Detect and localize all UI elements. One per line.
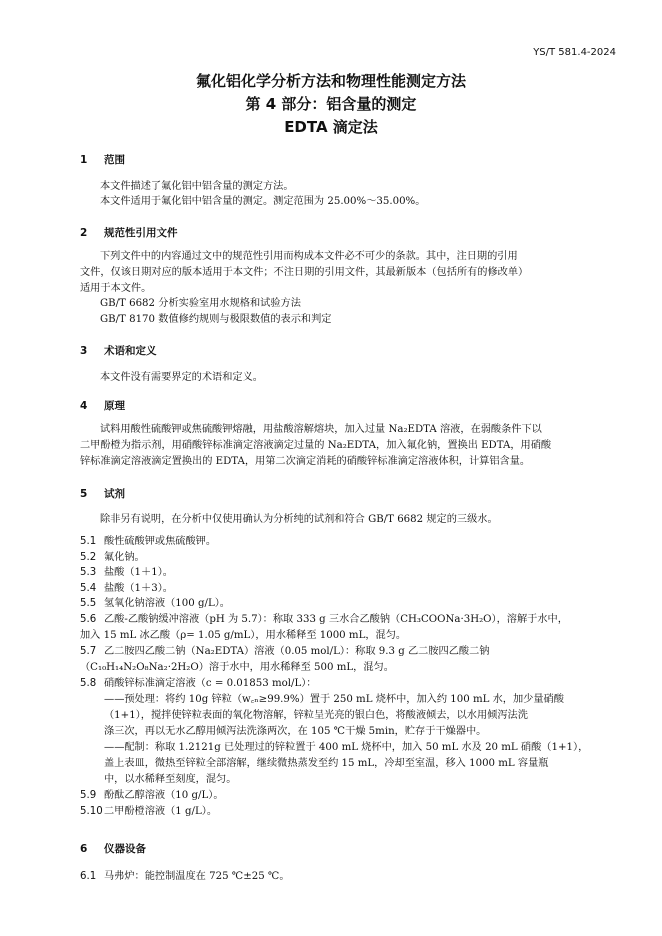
item-number: 5.4 [80,583,97,594]
section-title: 试剂 [104,488,125,500]
item-text: 氢氧化钠溶液（100 g/L）。 [104,598,230,609]
sub-item-line: 盖上表皿，微热至锌粒全部溶解，继续微热蒸发至约 15 mL，冷却至室温，移入 1000 mL 容量瓶 [104,758,549,769]
item-number: 5.8 [80,678,97,689]
section-heading-normative-references [80,225,178,240]
reference-gb-t-8170: GB/T 8170 数值修约规则与极限数值的表示和判定 [100,314,332,325]
paragraph-line: 下列文件中的内容通过文中的规范性引用而构成本文件必不可少的条款。其中，注日期的引用 [100,251,518,262]
section-heading-scope [80,152,125,167]
sub-item-line: ——预处理：将约 10g 锌粒（w꜀ₙ≥99.9%）置于 250 mL 烧杯中，加入约 100 mL 水，加少量硝酸 [104,694,564,705]
item-text: 氟化钠。 [104,552,145,563]
paragraph: 本文件适用于氟化铝中铝含量的测定。测定范围为 25.00%～35.00%。 [100,196,426,207]
reference-gb-t-6682: GB/T 6682 分析实验室用水规格和试验方法 [100,298,301,309]
list-item [80,566,173,580]
section-number: 1 [80,154,88,166]
list-item [80,789,224,803]
item-text: 二甲酚橙溶液（1 g/L）。 [104,806,218,817]
section-title: 范围 [104,154,125,166]
section-title: 术语和定义 [104,345,157,357]
item-text: 乙酸-乙酸钠缓冲溶液（pH 为 5.7）：称取 333 g 三水合乙酸钠（CH₃COONa·3H₂O），溶解于水中， [104,614,568,625]
section-number: 4 [80,400,88,412]
paragraph-line: 适用于本文件。 [80,283,152,294]
section-heading-principle [80,398,125,413]
item-number: 6.1 [80,871,97,882]
section-heading-apparatus [80,841,146,856]
title-line-3: EDTA 滴定法 [284,118,378,136]
item-text: 酚酞乙醇溶液（10 g/L）。 [104,790,224,801]
section-number: 5 [80,488,88,500]
paragraph: 本文件没有需要界定的术语和定义。 [100,372,263,383]
section-number: 2 [80,227,88,239]
section-heading-terms [80,343,157,358]
item-number: 5.1 [80,536,97,547]
item-continuation: 加入 15 mL 冰乙酸（ρ= 1.05 g/mL），用水稀释至 1000 mL，混匀。 [80,630,407,641]
list-item [80,805,217,819]
item-number: 5.7 [80,646,97,657]
paragraph: 除非另有说明，在分析中仅使用确认为分析纯的试剂和符合 GB/T 6682 规定的三级水。 [100,514,498,525]
section-title: 原理 [104,400,125,412]
section-title: 仪器设备 [104,843,146,855]
paragraph-line: 试料用酸性硫酸钾或焦硫酸钾熔融，用盐酸溶解熔块，加入过量 Na₂EDTA 溶液，在弱酸条件下以 [100,424,542,435]
list-item [80,597,230,611]
item-text: 马弗炉：能控制温度在 725 ℃±25 ℃。 [104,871,290,882]
sub-item-line: （1+1），搅拌使锌粒表面的氧化物溶解，锌粒呈光亮的银白色，将酸液倾去，以水用倾泻法洗 [104,710,528,721]
item-number: 5.5 [80,598,97,609]
item-text: 盐酸（1＋3）。 [104,583,173,594]
list-item [80,582,173,596]
document-title [0,70,662,139]
sub-item-line: ——配制：称取 1.2121g 已处理过的锌粒置于 400 mL 烧杯中，加入 50 mL 水及 20 mL 硝酸（1+1）， [104,742,589,753]
sub-item-line: 中，以水稀释至刻度，混匀。 [104,774,237,785]
item-text: 乙二胺四乙酸二钠（Na₂EDTA）溶液（0.05 mol/L）：称取 9.3 g 乙二胺四乙酸二钠 [104,646,490,657]
list-item [80,551,145,565]
list-item [80,535,216,549]
list-item [80,677,316,691]
title-line-1: 氟化铝化学分析方法和物理性能测定方法 [195,72,466,90]
section-heading-reagents [80,486,125,501]
item-number: 5.6 [80,614,97,625]
item-number: 5.10 [80,806,103,817]
item-number: 5.3 [80,567,97,578]
sub-item-line: 涤三次，再以无水乙醇用倾泻法洗涤两次，在 105 ℃干燥 5min，贮存于干燥器中。 [104,726,487,737]
section-number: 3 [80,345,88,357]
section-title: 规范性引用文件 [104,227,178,239]
paragraph-line: 锌标准滴定溶液滴定置换出的 EDTA，用第二次滴定消耗的硝酸锌标准滴定溶液体积，计算铝含量。 [80,456,531,467]
item-number: 5.2 [80,552,97,563]
item-number: 5.9 [80,790,97,801]
standard-code: YS/T 581.4-2024 [533,47,616,58]
section-number: 6 [80,843,88,855]
title-line-2: 第 4 部分：铝含量的测定 [245,95,417,113]
item-text: 酸性硫酸钾或焦硫酸钾。 [104,536,217,547]
item-text: 硝酸锌标准滴定溶液（c = 0.01853 mol/L）： [104,678,317,689]
list-item [80,870,290,884]
paragraph-line: 二甲酚橙为指示剂，用硝酸锌标准滴定溶液滴定过量的 Na₂EDTA，加入氟化钠，置换出 EDTA，用硝酸 [80,440,552,451]
list-item [80,613,568,627]
paragraph: 本文件描述了氟化铝中铝含量的测定方法。 [100,181,294,192]
item-text: 盐酸（1＋1）。 [104,567,173,578]
list-item [80,645,489,659]
paragraph-line: 文件，仅该日期对应的版本适用于本文件；不注日期的引用文件，其最新版本（包括所有的修改单） [80,267,529,278]
item-continuation: （C₁₀H₁₄N₂O₈Na₂·2H₂O）溶于水中，用水稀释至 500 mL，混匀。 [80,662,394,673]
